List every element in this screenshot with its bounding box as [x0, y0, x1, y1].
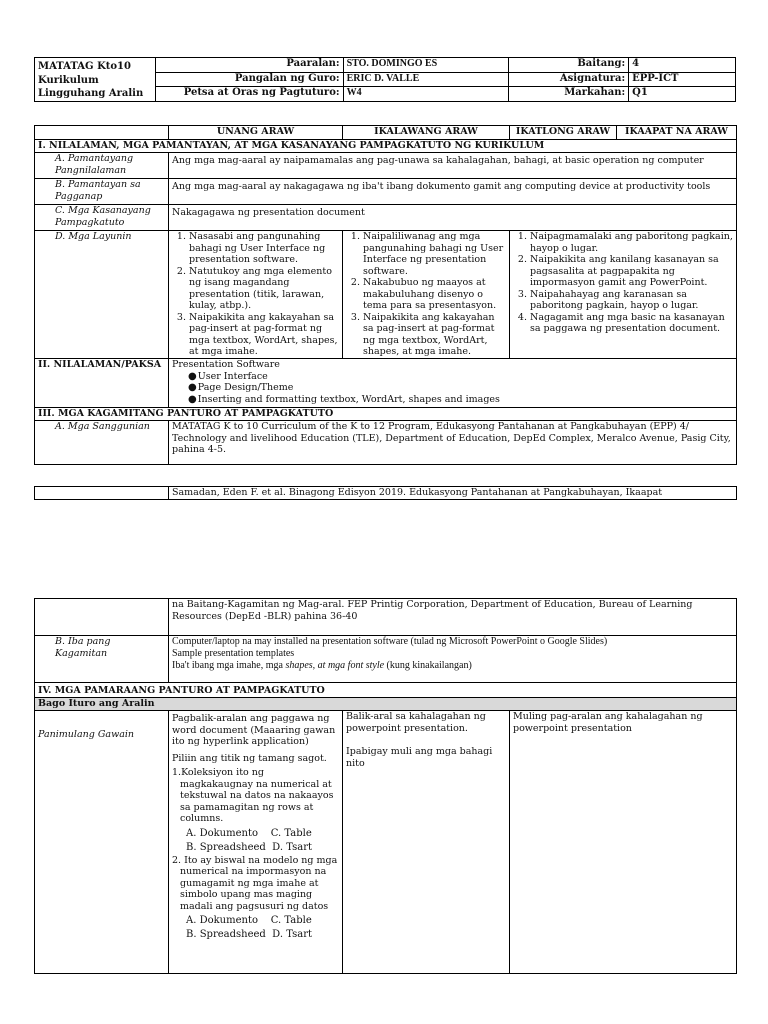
grade-value: 4 — [629, 58, 736, 73]
competencies-label: C. Mga Kasanayang Pampagkatuto — [35, 205, 169, 231]
objective-item: 3. Naipakikita ang kakayahan sa pag-insert at pag-format ng mga textbox, WordArt, shapes, at mga imahe. — [363, 312, 506, 358]
objectives-day-1 — [169, 231, 343, 359]
other-materials-line — [172, 660, 733, 672]
topic-bullet: ● Page Design/Theme — [188, 382, 733, 394]
content-standard-label: A. Pamantayang Pangnilalaman — [35, 153, 169, 179]
section-3-title: III. MGA KAGAMITANG PANTURO AT PAMPAGKATUTO — [35, 408, 737, 421]
subject-label: Asignatura: — [509, 72, 629, 87]
other-materials-text — [169, 636, 737, 683]
day-header-4: IKAAPAT NA ARAW — [617, 126, 737, 140]
objectives-day-2 — [343, 231, 510, 359]
objective-item: 2. Nakabubuo ng maayos at makabuluhang disenyo o tema para sa presentasyon. — [363, 277, 506, 312]
day-2-review: Balik-aral sa kahalagahan ng powerpoint presentation. — [346, 711, 486, 734]
objectives-day-3-list — [513, 231, 733, 335]
references-label: A. Mga Sanggunian — [35, 421, 169, 465]
day-header-3: IKATLONG ARAW — [510, 126, 617, 140]
topic-bullets — [172, 371, 733, 406]
quiz-question-1: 1.Koleksiyon ito ng magkakaugnay na numerical at tekstuwal na datos na nakaayos sa pamamagitan ng rows at columns. — [172, 767, 334, 824]
other-materials-line: Computer/laptop na may installed na presentation software (tulad ng Microsoft PowerPoint o Google Slides) — [172, 636, 608, 647]
content-standard-text: Ang mga mag-aaral ay naipamamalas ang pag-unawa sa kahalagahan, bahagi, at basic operation ng computer — [169, 153, 737, 179]
performance-standard-label: B. Pamantayan sa Pagganap — [35, 179, 169, 205]
objective-item: 1. Naipagmamalaki ang paboritong pagkain, hayop o lugar. — [530, 231, 733, 254]
other-materials-line-3b: shapes, at mga font style — [285, 660, 385, 671]
topic-bullet: ● Inserting and formatting textbox, WordArt, shapes and images — [188, 394, 733, 406]
quiz-q2-options-a: A. Dokumento C. Table — [186, 915, 312, 926]
date-time-label: Petsa at Oras ng Pagtuturo: — [155, 87, 343, 102]
section-2-title: II. NILALAMAN/PAKSA — [35, 359, 169, 408]
lesson-plan-table-page-2 — [34, 598, 737, 974]
day-header-2: IKALAWANG ARAW — [343, 126, 510, 140]
objective-item: 3. Naipahahayag ang karanasan sa paboritong pagkain, hayop o lugar. — [530, 289, 733, 312]
objective-item: 4. Nagagamit ang mga basic na kasanayan sa paggawa ng presentation document. — [530, 312, 733, 335]
grade-label: Baitang: — [509, 58, 629, 73]
quarter-value: Q1 — [629, 87, 736, 102]
references-text-cont — [169, 599, 737, 636]
topic-heading: Presentation Software — [172, 359, 280, 370]
objectives-label: D. Mga Layunin — [35, 231, 169, 359]
other-materials-line-3c: (kung kinakailangan) — [384, 660, 472, 671]
day-header-1: UNANG ARAW — [169, 126, 343, 140]
lesson-plan-table — [34, 125, 737, 465]
references-line-3: na Baitang-Kagamitan ng Mag-aral. FEP Printig Corporation, Department of Education, Bureau of Learning — [172, 599, 693, 610]
quiz-q2-options-b: B. Spreadsheed D. Tsart — [186, 929, 313, 940]
topic-bullet: ● User Interface — [188, 371, 733, 383]
objective-item: 3. Naipakikita ang kakayahan sa pag-insert at pag-format ng mga textbox, WordArt, shapes, at mga imahe. — [189, 312, 339, 358]
subject-value: EPP-ICT — [629, 72, 736, 87]
objective-item: 2. Natutukoy ang mga elemento ng isang magandang presentation (titik, larawan, kulay, atbp.). — [189, 266, 339, 312]
references-continuation-strip — [34, 486, 737, 500]
references-text: MATATAG K to 10 Curriculum of the K to 12 Program, Edukasyong Pantahanan at Pangkabuhayan (EPP) 4/ Technology and livelihood Education (TLE), Department of Education, DepEd Complex, Meralco Avenue, Pasig City, pahina 4-5. — [169, 421, 737, 465]
school-value: STO. DOMINGO ES — [343, 58, 509, 73]
objective-item: 1. Naipaliliwanag ang mga pangunahing bahagi ng User Interface ng presentation software. — [363, 231, 506, 277]
review-instruction: Pagbalik-aralan ang paggawa ng word document (Maaaring gawan ito ng hyperlink application) — [172, 713, 336, 747]
header-left-line-1: MATATAG Kto10 — [38, 61, 131, 72]
date-time-value: W4 — [343, 87, 509, 102]
objectives-day-2-list — [346, 231, 506, 358]
quiz-q1-options-a: A. Dokumento C. Table — [186, 827, 312, 839]
references-text-2: Samadan, Eden F. et al. Binagong Edisyon 2019. Edukasyong Pantahanan at Pangkabuhayan, Ikaapat — [169, 487, 737, 500]
references-line-4: Resources (DepEd -BLR) pahina 36-40 — [172, 610, 358, 622]
performance-standard-text: Ang mga mag-aaral ay nakagagawa ng iba't ibang dokumento gamit ang computing device at productivity tools — [169, 179, 737, 205]
opening-activity-day-1 — [169, 711, 343, 974]
other-materials-line: Sample presentation templates — [172, 648, 295, 659]
before-lesson-subheader: Bago Ituro ang Aralin — [35, 698, 737, 711]
quiz-instruction: Piliin ang titik ng tamang sagot. — [172, 752, 327, 764]
other-materials-label: B. Iba pang Kagamitan — [35, 636, 169, 683]
school-label: Paaralan: — [155, 58, 343, 73]
opening-activity-day-3-4 — [510, 711, 737, 974]
objectives-day-3-4 — [510, 231, 737, 359]
objective-item: 2. Naipakikita ang kanilang kasanayan sa pagsasalita at pagpapakita ng impormasyon gamit ang PowerPoint. — [530, 254, 733, 289]
opening-activity-label: Panimulang Gawain — [35, 711, 169, 974]
teacher-value: ERIC D. VALLE — [343, 72, 509, 87]
quiz-question-2: 2. Ito ay biswal na modelo ng mga numerical na impormasyon na gumagamit ng mga imahe at simbolo upang mas maging madali ang pagsusuri ng datos — [172, 854, 338, 912]
quiz-q1-options-b: B. Spreadsheed D. Tsart — [186, 841, 313, 853]
header-left-line-3: Lingguhang Aralin — [38, 88, 144, 99]
other-materials-line-3a: Iba't ibang mga imahe, mga — [172, 660, 286, 671]
teacher-label: Pangalan ng Guro: — [155, 72, 343, 87]
objective-item: 1. Nasasabi ang pangunahing bahagi ng User Interface ng presentation software. — [189, 231, 339, 266]
day-3-review: Muling pag-aralan ang kahalagahan ng powerpoint presentation — [513, 711, 703, 734]
objectives-day-1-list — [172, 231, 339, 358]
topic-cell — [169, 359, 737, 408]
quarter-label: Markahan: — [509, 87, 629, 102]
header-table — [34, 57, 736, 102]
header-document-type — [35, 58, 156, 102]
section-4-title: IV. MGA PAMARAANG PANTURO AT PAMPAGKATUTO — [35, 683, 737, 698]
header-left-line-2: Kurikulum — [38, 74, 99, 86]
competencies-text: Nakagagawa ng presentation document — [169, 205, 737, 231]
section-1-title: I. NILALAMAN, MGA PAMANTAYAN, AT MGA KASANAYANG PAMPAGKATUTO NG KURIKULUM — [35, 140, 737, 153]
day-2-parts: Ipabigay muli ang mga bahagi nito — [346, 746, 493, 769]
opening-activity-day-2 — [343, 711, 510, 974]
